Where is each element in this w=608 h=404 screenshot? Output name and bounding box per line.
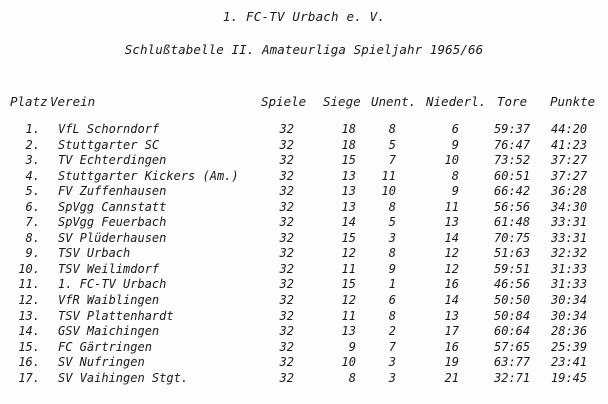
- cell-siege: 14: [341, 215, 356, 230]
- table-row: [0, 153, 608, 169]
- cell-unent: 5: [388, 215, 396, 230]
- standings-table: [0, 122, 608, 386]
- cell-tore: 32:71: [494, 370, 531, 385]
- header-tore: Tore: [497, 94, 528, 109]
- table-row: [0, 277, 608, 293]
- cell-punkte: 33:31: [551, 230, 588, 245]
- cell-verein: FC Gärtringen: [58, 339, 152, 354]
- cell-punkte: 25:39: [551, 339, 588, 354]
- cell-unent: 8: [388, 122, 396, 136]
- cell-platz: 6.: [25, 199, 40, 214]
- table-row: [0, 122, 608, 138]
- cell-niederl: 17: [444, 324, 459, 339]
- cell-unent: 8: [388, 308, 396, 323]
- header-verein: Verein: [50, 94, 96, 109]
- cell-platz: 1.: [25, 122, 40, 136]
- cell-verein: TV Echterdingen: [58, 153, 167, 168]
- cell-siege: 18: [341, 122, 356, 136]
- cell-niederl: 13: [444, 308, 459, 323]
- cell-tore: 76:47: [494, 137, 531, 152]
- cell-platz: 10.: [18, 261, 40, 276]
- table-row: [0, 324, 608, 340]
- cell-unent: 3: [388, 230, 396, 245]
- table-row: [0, 355, 608, 371]
- cell-tore: 63:77: [494, 355, 531, 370]
- cell-tore: 70:75: [494, 230, 531, 245]
- cell-niederl: 11: [444, 199, 459, 214]
- cell-siege: 13: [341, 324, 356, 339]
- cell-punkte: 34:30: [551, 199, 588, 214]
- cell-spiele: 32: [279, 308, 294, 323]
- cell-platz: 17.: [18, 370, 40, 385]
- table-header: [0, 94, 608, 110]
- cell-siege: 11: [341, 308, 356, 323]
- cell-siege: 12: [341, 293, 356, 308]
- cell-tore: 50:84: [494, 308, 531, 323]
- cell-verein: 1. FC-TV Urbach: [58, 277, 167, 292]
- cell-unent: 6: [388, 293, 396, 308]
- header-spiele: Spiele: [261, 94, 307, 109]
- table-row: [0, 309, 608, 325]
- cell-spiele: 32: [279, 137, 294, 152]
- cell-spiele: 32: [279, 339, 294, 354]
- cell-tore: 59:37: [494, 122, 531, 136]
- cell-siege: 8: [348, 370, 356, 385]
- cell-unent: 7: [388, 339, 396, 354]
- cell-unent: 2: [388, 324, 396, 339]
- cell-siege: 9: [348, 339, 356, 354]
- cell-platz: 15.: [18, 339, 40, 354]
- table-row: [0, 184, 608, 200]
- table-row: [0, 200, 608, 216]
- cell-unent: 11: [381, 168, 396, 183]
- cell-niederl: 8: [451, 168, 459, 183]
- cell-niederl: 6: [451, 122, 459, 136]
- cell-verein: TSV Weilimdorf: [58, 261, 160, 276]
- cell-verein: SpVgg Cannstatt: [58, 199, 167, 214]
- cell-punkte: 31:33: [551, 277, 588, 292]
- cell-unent: 7: [388, 153, 396, 168]
- cell-spiele: 32: [279, 184, 294, 199]
- cell-verein: FV Zuffenhausen: [58, 184, 167, 199]
- table-row: [0, 215, 608, 231]
- header-niederl: Niederl.: [426, 94, 487, 109]
- cell-siege: 15: [341, 230, 356, 245]
- cell-siege: 15: [341, 153, 356, 168]
- cell-tore: 50:50: [494, 293, 531, 308]
- cell-spiele: 32: [279, 370, 294, 385]
- cell-spiele: 32: [279, 324, 294, 339]
- cell-tore: 59:51: [494, 261, 531, 276]
- cell-spiele: 32: [279, 293, 294, 308]
- cell-platz: 12.: [18, 293, 40, 308]
- cell-unent: 5: [388, 137, 396, 152]
- cell-siege: 11: [341, 261, 356, 276]
- document-subtitle: Schlußtabelle II. Amateurliga Spieljahr 1965/66: [124, 42, 484, 57]
- cell-platz: 7.: [25, 215, 40, 230]
- cell-spiele: 32: [279, 215, 294, 230]
- table-row: [0, 138, 608, 154]
- cell-spiele: 32: [279, 261, 294, 276]
- cell-verein: TSV Urbach: [58, 246, 131, 261]
- cell-punkte: 37:27: [551, 153, 588, 168]
- cell-niederl: 13: [444, 215, 459, 230]
- table-row: [0, 340, 608, 356]
- cell-tore: 51:63: [494, 246, 531, 261]
- cell-niederl: 10: [444, 153, 459, 168]
- cell-spiele: 32: [279, 230, 294, 245]
- cell-platz: 11.: [18, 277, 40, 292]
- cell-verein: TSV Plattenhardt: [58, 308, 174, 323]
- cell-verein: SV Plüderhausen: [58, 230, 167, 245]
- cell-platz: 3.: [25, 153, 40, 168]
- cell-punkte: 36:28: [551, 184, 588, 199]
- cell-unent: 1: [388, 277, 396, 292]
- cell-platz: 13.: [18, 308, 40, 323]
- cell-tore: 73:52: [494, 153, 531, 168]
- cell-punkte: 28:36: [551, 324, 588, 339]
- cell-verein: GSV Maichingen: [58, 324, 160, 339]
- cell-niederl: 19: [444, 355, 459, 370]
- cell-verein: VfR Waiblingen: [58, 293, 160, 308]
- cell-unent: 9: [388, 261, 396, 276]
- cell-niederl: 12: [444, 261, 459, 276]
- cell-niederl: 12: [444, 246, 459, 261]
- cell-siege: 18: [341, 137, 356, 152]
- cell-platz: 9.: [25, 246, 40, 261]
- cell-tore: 60:64: [494, 324, 531, 339]
- header-platz: Platz: [10, 94, 48, 109]
- cell-platz: 2.: [25, 137, 40, 152]
- table-row: [0, 231, 608, 247]
- cell-tore: 46:56: [494, 277, 531, 292]
- cell-siege: 13: [341, 168, 356, 183]
- cell-punkte: 23:41: [551, 355, 588, 370]
- cell-spiele: 32: [279, 277, 294, 292]
- cell-tore: 57:65: [494, 339, 531, 354]
- cell-niederl: 16: [444, 339, 459, 354]
- cell-punkte: 30:34: [551, 308, 588, 323]
- cell-platz: 8.: [25, 230, 40, 245]
- header-unent: Unent.: [371, 94, 417, 109]
- cell-punkte: 32:32: [551, 246, 588, 261]
- cell-verein: SpVgg Feuerbach: [58, 215, 167, 230]
- cell-siege: 12: [341, 246, 356, 261]
- cell-platz: 16.: [18, 355, 40, 370]
- cell-spiele: 32: [279, 246, 294, 261]
- cell-punkte: 30:34: [551, 293, 588, 308]
- cell-niederl: 9: [451, 184, 459, 199]
- cell-punkte: 19:45: [551, 370, 588, 385]
- cell-unent: 3: [388, 355, 396, 370]
- cell-punkte: 31:33: [551, 261, 588, 276]
- header-siege: Siege: [323, 94, 361, 109]
- cell-niederl: 14: [444, 230, 459, 245]
- cell-spiele: 32: [279, 168, 294, 183]
- cell-spiele: 32: [279, 355, 294, 370]
- table-row: [0, 169, 608, 185]
- cell-tore: 60:51: [494, 168, 531, 183]
- cell-spiele: 32: [279, 153, 294, 168]
- cell-siege: 10: [341, 355, 356, 370]
- table-row: [0, 246, 608, 262]
- cell-niederl: 9: [451, 137, 459, 152]
- cell-tore: 56:56: [494, 199, 531, 214]
- table-row: [0, 262, 608, 278]
- cell-niederl: 16: [444, 277, 459, 292]
- cell-unent: 8: [388, 199, 396, 214]
- cell-tore: 61:48: [494, 215, 531, 230]
- cell-verein: Stuttgarter SC: [58, 137, 160, 152]
- cell-tore: 66:42: [494, 184, 531, 199]
- cell-verein: SV Nufringen: [58, 355, 145, 370]
- cell-verein: VfL Schorndorf: [58, 122, 160, 136]
- cell-punkte: 33:31: [551, 215, 588, 230]
- cell-platz: 5.: [25, 184, 40, 199]
- cell-punkte: 37:27: [551, 168, 588, 183]
- cell-niederl: 14: [444, 293, 459, 308]
- cell-unent: 10: [381, 184, 396, 199]
- cell-verein: SV Vaihingen Stgt.: [58, 370, 189, 385]
- cell-niederl: 21: [444, 370, 459, 385]
- cell-siege: 13: [341, 199, 356, 214]
- cell-spiele: 32: [279, 199, 294, 214]
- table-row: [0, 371, 608, 387]
- cell-unent: 3: [388, 370, 396, 385]
- cell-platz: 4.: [25, 168, 40, 183]
- document-title: 1. FC-TV Urbach e. V.: [222, 9, 386, 24]
- cell-platz: 14.: [18, 324, 40, 339]
- cell-unent: 8: [388, 246, 396, 261]
- cell-verein: Stuttgarter Kickers (Am.): [58, 168, 239, 183]
- cell-punkte: 44:20: [551, 122, 588, 136]
- header-punkte: Punkte: [550, 94, 596, 109]
- cell-spiele: 32: [279, 122, 294, 136]
- cell-siege: 13: [341, 184, 356, 199]
- table-row: [0, 293, 608, 309]
- cell-siege: 15: [341, 277, 356, 292]
- cell-punkte: 41:23: [551, 137, 588, 152]
